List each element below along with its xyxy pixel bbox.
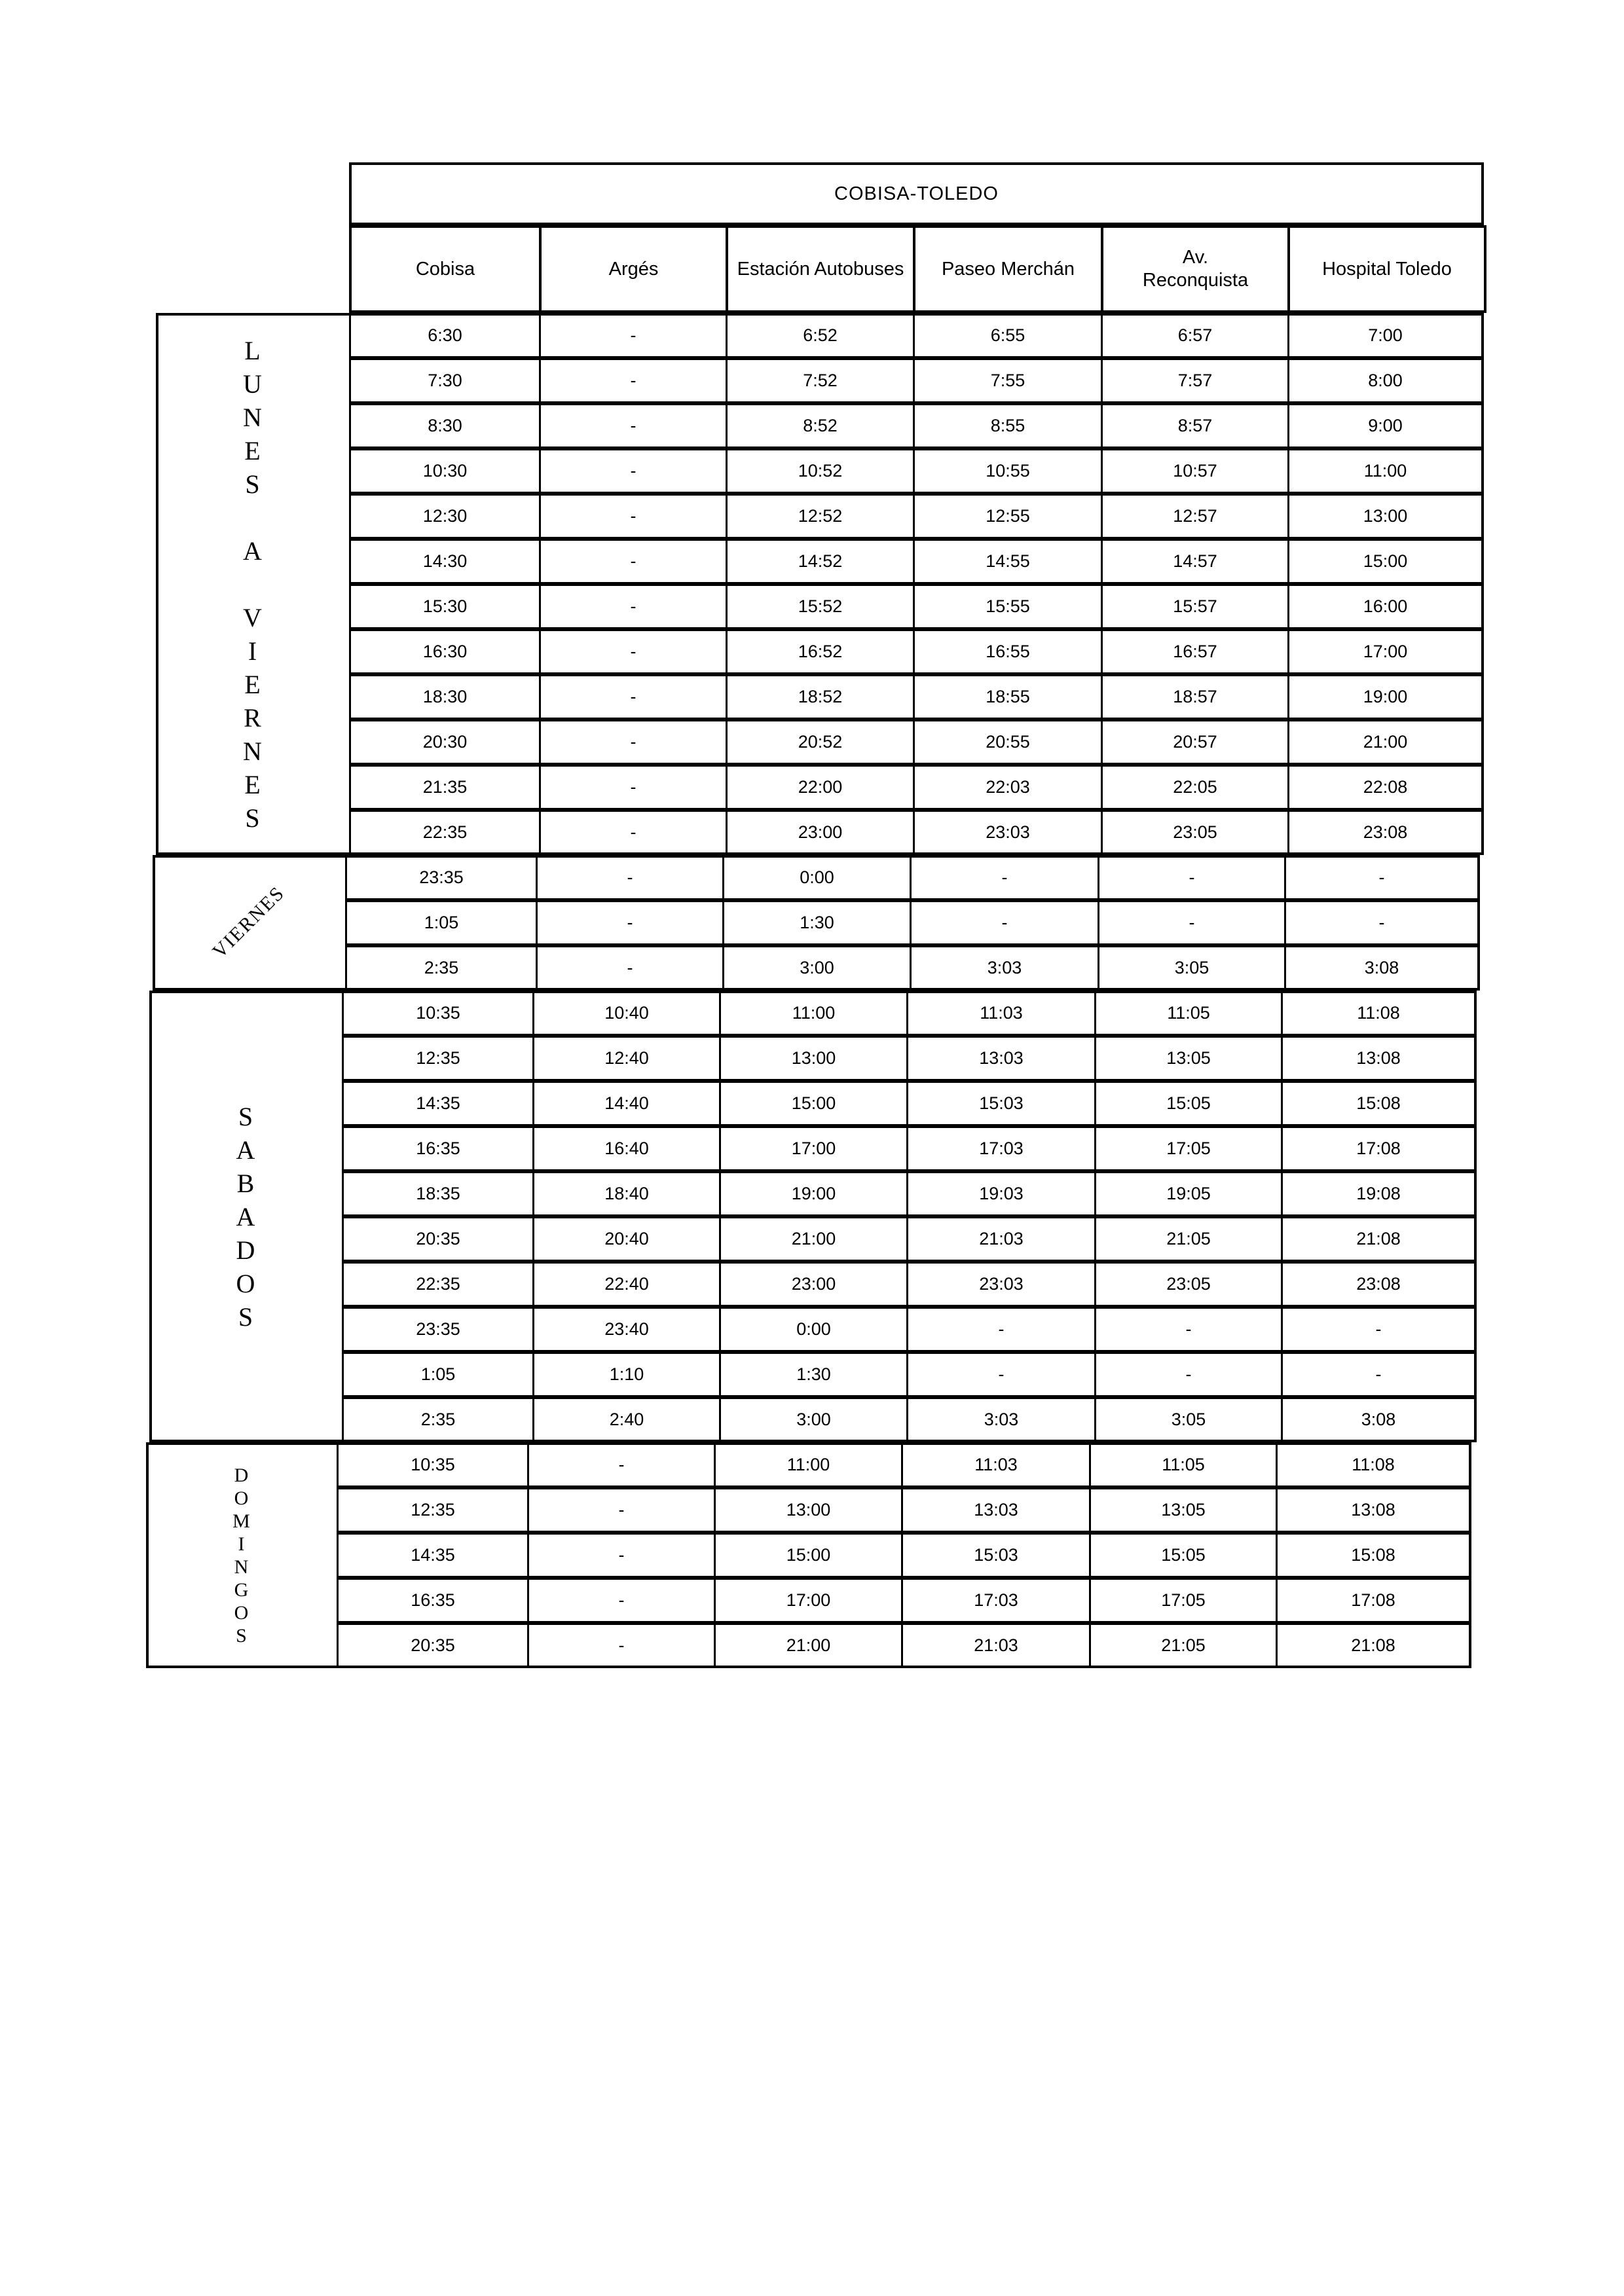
time-cell: 22:03 — [913, 765, 1103, 810]
timetable-row — [0, 1623, 1624, 1668]
time-cell: - — [1098, 900, 1286, 945]
time-cell: 10:52 — [726, 448, 915, 494]
time-cell: 6:57 — [1101, 313, 1289, 358]
time-cell: 23:00 — [726, 810, 915, 855]
time-cell: 14:52 — [726, 539, 915, 584]
timetable-row — [0, 1442, 1624, 1487]
time-cell: - — [539, 810, 728, 855]
timetable-row — [0, 629, 1624, 674]
time-cell: 2:35 — [342, 1397, 534, 1442]
time-cell: - — [539, 765, 728, 810]
day-label-letter: I — [248, 636, 257, 666]
timetable-title: COBISA-TOLEDO — [349, 162, 1484, 225]
column-header: Paseo Merchán — [913, 225, 1103, 313]
time-cell: 11:03 — [901, 1442, 1091, 1487]
time-cell: 15:30 — [349, 584, 541, 629]
time-cell: 17:00 — [714, 1578, 903, 1623]
time-cell: 12:30 — [349, 494, 541, 539]
time-cell: 13:08 — [1276, 1487, 1471, 1533]
time-cell: 15:00 — [1287, 539, 1483, 584]
timetable-row — [0, 403, 1624, 448]
time-cell: 13:05 — [1094, 1036, 1283, 1081]
time-cell: 21:05 — [1094, 1216, 1283, 1262]
time-cell: 3:05 — [1094, 1397, 1283, 1442]
time-cell: 17:03 — [901, 1578, 1091, 1623]
time-cell: 10:30 — [349, 448, 541, 494]
time-cell: - — [539, 720, 728, 765]
time-cell: - — [536, 945, 724, 991]
time-cell: 11:08 — [1276, 1442, 1471, 1487]
time-cell: 10:35 — [342, 991, 534, 1036]
time-cell: 13:03 — [906, 1036, 1096, 1081]
day-label-letter: E — [244, 769, 261, 799]
timetable-row — [0, 674, 1624, 720]
time-cell: 17:08 — [1281, 1126, 1476, 1171]
time-cell: - — [910, 900, 1099, 945]
day-label-letter: O — [234, 1487, 249, 1509]
time-cell: - — [527, 1442, 716, 1487]
time-cell: - — [910, 855, 1099, 900]
time-cell: 16:30 — [349, 629, 541, 674]
time-cell: 13:05 — [1089, 1487, 1278, 1533]
time-cell: 2:35 — [345, 945, 538, 991]
timetable-row — [0, 945, 1624, 991]
day-label-letter: N — [243, 736, 262, 766]
day-label-letter: A — [236, 1135, 255, 1165]
timetable-row — [0, 1533, 1624, 1578]
time-cell: 17:00 — [719, 1126, 908, 1171]
time-cell: 15:03 — [901, 1533, 1091, 1578]
time-cell: 17:05 — [1094, 1126, 1283, 1171]
time-cell: 18:52 — [726, 674, 915, 720]
day-label-letter: N — [243, 402, 262, 432]
day-label-letter: L — [244, 335, 261, 365]
time-cell: 12:55 — [913, 494, 1103, 539]
time-cell: - — [536, 900, 724, 945]
time-cell: 13:00 — [1287, 494, 1483, 539]
time-cell: 18:30 — [349, 674, 541, 720]
time-cell: 10:55 — [913, 448, 1103, 494]
time-cell: 17:03 — [906, 1126, 1096, 1171]
time-cell: 16:52 — [726, 629, 915, 674]
day-label-letter: A — [236, 1201, 255, 1231]
time-cell: 7:30 — [349, 358, 541, 403]
time-cell: 8:00 — [1287, 358, 1483, 403]
timetable-row — [0, 1352, 1624, 1397]
time-cell: 21:00 — [714, 1623, 903, 1668]
time-cell: 3:08 — [1281, 1397, 1476, 1442]
time-cell: 20:30 — [349, 720, 541, 765]
timetable-row — [0, 584, 1624, 629]
timetable-row — [0, 1216, 1624, 1262]
time-cell: 16:40 — [532, 1126, 721, 1171]
time-cell: 18:40 — [532, 1171, 721, 1216]
day-label-letter: M — [232, 1510, 250, 1532]
time-cell: 15:00 — [714, 1533, 903, 1578]
time-cell: 22:35 — [342, 1262, 534, 1307]
time-cell: - — [527, 1533, 716, 1578]
time-cell: - — [906, 1307, 1096, 1352]
time-cell: 10:35 — [337, 1442, 529, 1487]
time-cell: 8:30 — [349, 403, 541, 448]
time-cell: - — [539, 584, 728, 629]
time-cell: 20:52 — [726, 720, 915, 765]
time-cell: - — [527, 1578, 716, 1623]
timetable-row — [0, 991, 1624, 1036]
time-cell: 22:05 — [1101, 765, 1289, 810]
time-cell: 15:52 — [726, 584, 915, 629]
timetable-row — [0, 1036, 1624, 1081]
time-cell: 15:08 — [1281, 1081, 1476, 1126]
time-cell: 13:08 — [1281, 1036, 1476, 1081]
time-cell: - — [536, 855, 724, 900]
time-cell: 9:00 — [1287, 403, 1483, 448]
timetable-row — [0, 765, 1624, 810]
time-cell: 21:00 — [1287, 720, 1483, 765]
time-cell: 23:00 — [719, 1262, 908, 1307]
timetable-row — [0, 448, 1624, 494]
timetable-row — [0, 313, 1624, 358]
time-cell: 3:00 — [722, 945, 912, 991]
time-cell: 22:08 — [1287, 765, 1483, 810]
timetable-row — [0, 539, 1624, 584]
time-cell: 11:08 — [1281, 991, 1476, 1036]
time-cell: 20:35 — [342, 1216, 534, 1262]
time-cell: 11:00 — [719, 991, 908, 1036]
time-cell: 8:55 — [913, 403, 1103, 448]
time-cell: 11:03 — [906, 991, 1096, 1036]
time-cell: 21:03 — [906, 1216, 1096, 1262]
time-cell: - — [539, 313, 728, 358]
time-cell: 23:03 — [913, 810, 1103, 855]
day-label-letter: D — [236, 1235, 255, 1265]
day-label-letter: S — [236, 1624, 247, 1647]
timetable-row — [0, 855, 1624, 900]
column-header: Argés — [539, 225, 728, 313]
day-label-letter: N — [234, 1556, 249, 1578]
time-cell: 21:03 — [901, 1623, 1091, 1668]
time-cell: 7:00 — [1287, 313, 1483, 358]
time-cell: 11:00 — [1287, 448, 1483, 494]
time-cell: 1:10 — [532, 1352, 721, 1397]
timetable-row — [0, 1126, 1624, 1171]
day-label-letter: B — [236, 1168, 255, 1198]
timetable-row — [0, 1081, 1624, 1126]
time-cell: 16:55 — [913, 629, 1103, 674]
time-cell: 12:57 — [1101, 494, 1289, 539]
time-cell: 15:55 — [913, 584, 1103, 629]
time-cell: 15:57 — [1101, 584, 1289, 629]
timetable-row — [0, 358, 1624, 403]
time-cell: 17:05 — [1089, 1578, 1278, 1623]
time-cell: 23:08 — [1281, 1262, 1476, 1307]
time-cell: 11:05 — [1089, 1442, 1278, 1487]
timetable-row — [0, 1487, 1624, 1533]
time-cell: 3:08 — [1284, 945, 1479, 991]
day-label-letter: G — [234, 1578, 249, 1601]
time-cell: 21:35 — [349, 765, 541, 810]
column-header: Av. Reconquista — [1101, 225, 1290, 313]
time-cell: 22:35 — [349, 810, 541, 855]
time-cell: 21:08 — [1276, 1623, 1471, 1668]
time-cell: - — [539, 403, 728, 448]
day-label-letter: S — [245, 803, 260, 833]
day-label-letter: O — [234, 1601, 249, 1624]
timetable-row — [0, 720, 1624, 765]
time-cell: 6:52 — [726, 313, 915, 358]
time-cell: - — [539, 674, 728, 720]
time-cell: 2:40 — [532, 1397, 721, 1442]
time-cell: 20:35 — [337, 1623, 529, 1668]
time-cell: - — [539, 358, 728, 403]
time-cell: 22:00 — [726, 765, 915, 810]
timetable-row — [0, 810, 1624, 855]
time-cell: 3:03 — [906, 1397, 1096, 1442]
time-cell: 23:35 — [342, 1307, 534, 1352]
time-cell: 19:00 — [1287, 674, 1483, 720]
time-cell: - — [1281, 1307, 1476, 1352]
column-header: Estación Autobuses — [726, 225, 915, 313]
time-cell: 1:05 — [342, 1352, 534, 1397]
time-cell: 18:35 — [342, 1171, 534, 1216]
time-cell: 14:30 — [349, 539, 541, 584]
time-cell: 8:52 — [726, 403, 915, 448]
time-cell: 16:35 — [337, 1578, 529, 1623]
time-cell: 16:57 — [1101, 629, 1289, 674]
timetable-row — [0, 900, 1624, 945]
time-cell: - — [1094, 1307, 1283, 1352]
time-cell: 10:40 — [532, 991, 721, 1036]
time-cell: 19:03 — [906, 1171, 1096, 1216]
time-cell: 0:00 — [719, 1307, 908, 1352]
time-cell: 19:05 — [1094, 1171, 1283, 1216]
time-cell: 23:05 — [1094, 1262, 1283, 1307]
column-header: Hospital Toledo — [1287, 225, 1486, 313]
time-cell: 12:40 — [532, 1036, 721, 1081]
time-cell: 13:03 — [901, 1487, 1091, 1533]
time-cell: 12:35 — [337, 1487, 529, 1533]
day-label-letter: S — [238, 1302, 253, 1332]
time-cell: 11:00 — [714, 1442, 903, 1487]
time-cell: 1:30 — [719, 1352, 908, 1397]
time-cell: 21:08 — [1281, 1216, 1476, 1262]
time-cell: 15:00 — [719, 1081, 908, 1126]
time-cell: 15:08 — [1276, 1533, 1471, 1578]
time-cell: - — [1281, 1352, 1476, 1397]
time-cell: 14:35 — [337, 1533, 529, 1578]
day-label-letter: S — [238, 1101, 253, 1131]
time-cell: 20:57 — [1101, 720, 1289, 765]
day-label-diagonal: VIERNES — [208, 881, 289, 962]
time-cell: - — [539, 629, 728, 674]
time-cell: 6:30 — [349, 313, 541, 358]
time-cell: 15:05 — [1094, 1081, 1283, 1126]
time-cell: - — [539, 494, 728, 539]
time-cell: - — [1284, 900, 1479, 945]
day-label-letter: O — [236, 1268, 255, 1298]
time-cell: 23:05 — [1101, 810, 1289, 855]
timetable-row — [0, 1397, 1624, 1442]
day-label-letter: A — [243, 536, 262, 566]
time-cell: 1:30 — [722, 900, 912, 945]
time-cell: 1:05 — [345, 900, 538, 945]
time-cell: 7:55 — [913, 358, 1103, 403]
time-cell: 20:55 — [913, 720, 1103, 765]
time-cell: 22:40 — [532, 1262, 721, 1307]
time-cell: 14:40 — [532, 1081, 721, 1126]
time-cell: 16:00 — [1287, 584, 1483, 629]
time-cell: 8:57 — [1101, 403, 1289, 448]
time-cell: 15:05 — [1089, 1533, 1278, 1578]
time-cell: 10:57 — [1101, 448, 1289, 494]
time-cell: 7:57 — [1101, 358, 1289, 403]
day-label-letter: E — [244, 669, 261, 699]
time-cell: 13:00 — [714, 1487, 903, 1533]
time-cell: 18:55 — [913, 674, 1103, 720]
time-cell: 17:08 — [1276, 1578, 1471, 1623]
time-cell: 3:00 — [719, 1397, 908, 1442]
time-cell: 18:57 — [1101, 674, 1289, 720]
time-cell: 6:55 — [913, 313, 1103, 358]
day-label-letter: U — [243, 369, 262, 399]
day-label-letter: R — [244, 702, 261, 733]
day-label-letter: S — [245, 469, 260, 499]
time-cell: - — [1094, 1352, 1283, 1397]
day-label-letter: E — [244, 435, 261, 465]
time-cell: 15:03 — [906, 1081, 1096, 1126]
time-cell: 23:08 — [1287, 810, 1483, 855]
time-cell: 19:08 — [1281, 1171, 1476, 1216]
time-cell: - — [539, 448, 728, 494]
time-cell: - — [539, 539, 728, 584]
time-cell: 23:35 — [345, 855, 538, 900]
timetable-row — [0, 1307, 1624, 1352]
day-label-letter: D — [234, 1464, 249, 1486]
time-cell: 12:52 — [726, 494, 915, 539]
time-cell: 23:03 — [906, 1262, 1096, 1307]
time-cell: 3:03 — [910, 945, 1099, 991]
time-cell: - — [906, 1352, 1096, 1397]
time-cell: 7:52 — [726, 358, 915, 403]
time-cell: 21:05 — [1089, 1623, 1278, 1668]
time-cell: 14:55 — [913, 539, 1103, 584]
time-cell: 12:35 — [342, 1036, 534, 1081]
time-cell: 17:00 — [1287, 629, 1483, 674]
time-cell: - — [527, 1487, 716, 1533]
day-label-letter: I — [238, 1533, 245, 1555]
time-cell: - — [1284, 855, 1479, 900]
time-cell: 3:05 — [1098, 945, 1286, 991]
time-cell: 14:57 — [1101, 539, 1289, 584]
time-cell: 13:00 — [719, 1036, 908, 1081]
time-cell: 19:00 — [719, 1171, 908, 1216]
time-cell: 14:35 — [342, 1081, 534, 1126]
timetable-row — [0, 1578, 1624, 1623]
time-cell: - — [527, 1623, 716, 1668]
time-cell: - — [1098, 855, 1286, 900]
timetable-row — [0, 494, 1624, 539]
timetable-row — [0, 1171, 1624, 1216]
time-cell: 11:05 — [1094, 991, 1283, 1036]
time-cell: 23:40 — [532, 1307, 721, 1352]
timetable-row — [0, 1262, 1624, 1307]
time-cell: 20:40 — [532, 1216, 721, 1262]
time-cell: 16:35 — [342, 1126, 534, 1171]
time-cell: 21:00 — [719, 1216, 908, 1262]
day-label-letter: V — [243, 602, 262, 632]
column-header: Cobisa — [349, 225, 542, 313]
time-cell: 0:00 — [722, 855, 912, 900]
